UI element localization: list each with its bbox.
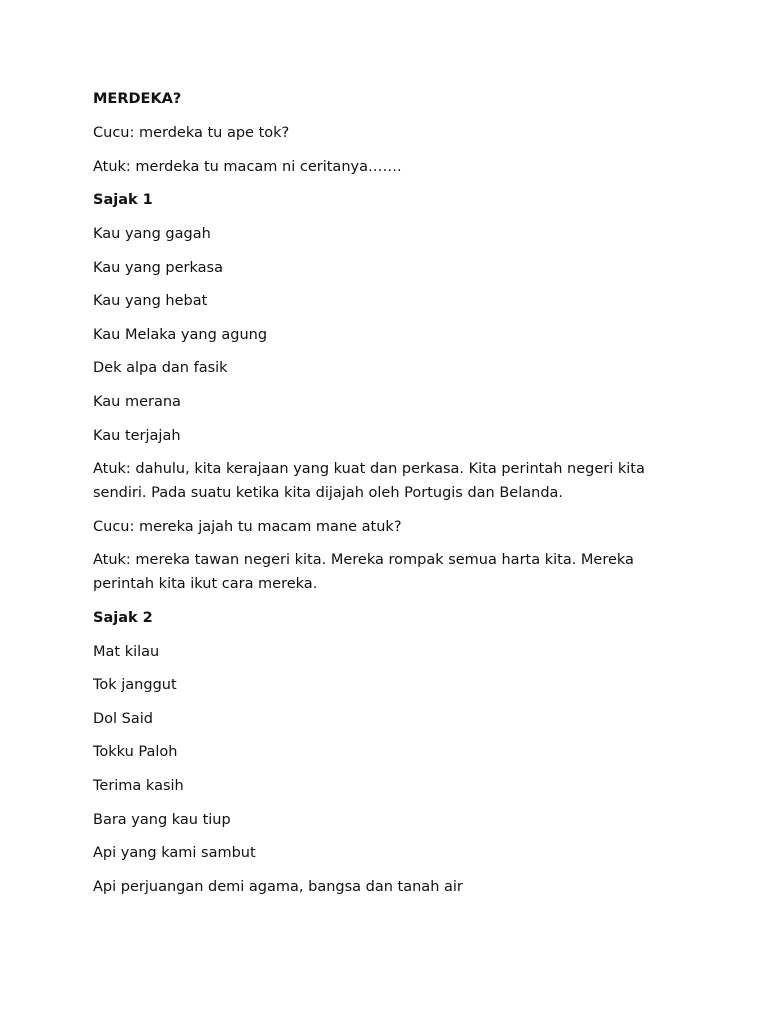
poem-line: Api yang kami sambut [93, 845, 256, 861]
poem-line: Tok janggut [93, 677, 177, 693]
document-title: MERDEKA? [93, 91, 182, 107]
dialogue-paragraph: Atuk: mereka tawan negeri kita. Mereka rompak semua harta kita. Mereka perintah kita ikut cara mereka. [93, 552, 634, 592]
poem-line: Dek alpa dan fasik [93, 360, 228, 376]
poem-heading: Sajak 1 [93, 192, 153, 208]
poem-line: Terima kasih [93, 778, 184, 794]
dialogue-line: Cucu: mereka jajah tu macam mane atuk? [93, 519, 402, 535]
poem-line: Mat kilau [93, 644, 160, 660]
poem-line: Kau merana [93, 394, 181, 410]
poem-line: Kau yang hebat [93, 293, 208, 309]
poem-heading: Sajak 2 [93, 610, 153, 626]
poem-line: Dol Said [93, 711, 153, 727]
poem-line: Tokku Paloh [93, 744, 178, 760]
poem-line: Kau yang gagah [93, 226, 211, 242]
dialogue-line: Atuk: merdeka tu macam ni ceritanya……. [93, 159, 402, 175]
poem-line: Kau terjajah [93, 428, 181, 444]
poem-line: Bara yang kau tiup [93, 812, 231, 828]
dialogue-paragraph: Atuk: dahulu, kita kerajaan yang kuat dan perkasa. Kita perintah negeri kita sendiri. Pada suatu ketika kita dijajah oleh Portugis dan Belanda. [93, 461, 645, 501]
poem-line: Api perjuangan demi agama, bangsa dan tanah air [93, 879, 463, 895]
poem-line: Kau Melaka yang agung [93, 327, 268, 343]
dialogue-line: Cucu: merdeka tu ape tok? [93, 125, 290, 141]
poem-line: Kau yang perkasa [93, 260, 223, 276]
